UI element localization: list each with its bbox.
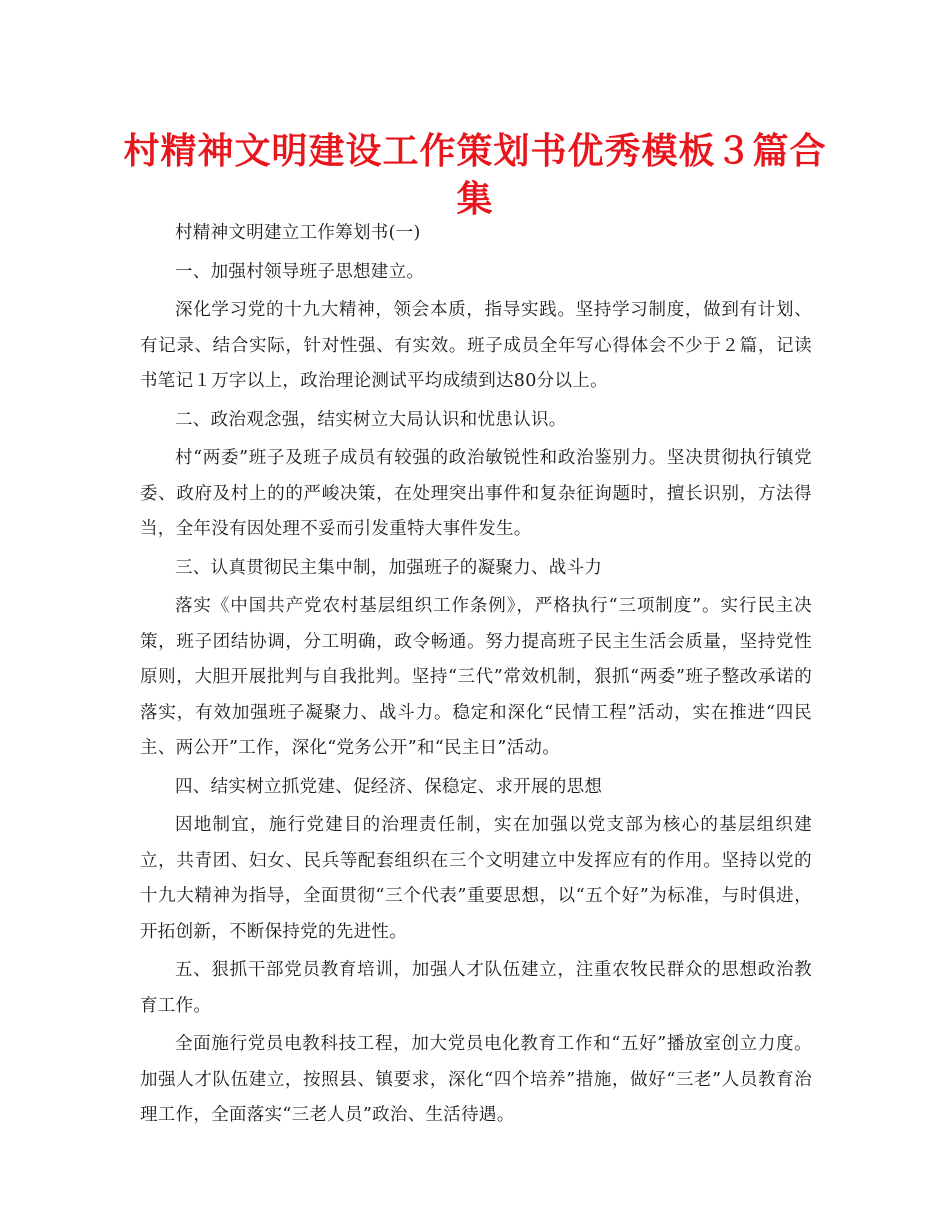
section-heading-2: 二、政治观念强，结实树立大局认识和忧患认识。 xyxy=(175,409,567,430)
section-heading-1: 一、加强村领导班子思想建立。 xyxy=(175,261,425,282)
paragraph-4: 因地制宜，施行党建目的治理责任制，实在加强以党支部为核心的基层组织建立，共青团、妇女、民兵等配套组织在三个文明建立中发挥应有的作用。坚持以党的十九大精神为指导，全面贯彻“三个代表”重要思想，以“五个好”为标准，与时俱进，开拓创新，不断保持党的先进性。 xyxy=(140,815,812,942)
section-heading-3: 三、认真贯彻民主集中制，加强班子的凝聚力、战斗力 xyxy=(175,557,603,578)
paragraph-2: 村“两委”班子及班子成员有较强的政治敏锐性和政治鉴别力。坚决贯彻执行镇党委、政府及村上的的严峻决策，在处理突出事件和复杂征询题时，擅长识别，方法得当，全年没有因处理不妥而引发重特大事件发生。 xyxy=(140,448,812,539)
paragraph-3: 落实《中国共产党农村基层组织工作条例》，严格执行“三项制度”。实行民主决策，班子团结协调，分工明确，政令畅通。努力提高班子民主生活会质量，坚持党性原则，大胆开展批判与自我批判。坚持“三代”常效机制，狠抓“两委”班子整改承诺的落实，有效加强班子凝聚力、战斗力。稳定和深化“民情工程”活动，实在推进“四民主、两公开”工作，深化“党务公开”和“民主日”活动。 xyxy=(140,596,812,758)
paragraph-5: 全面施行党员电教科技工程，加大党员电化教育工作和“五好”播放室创立力度。加强人才队伍建立，按照县、镇要求，深化“四个培养”措施，做好“三老”人员教育治理工作，全面落实“三老人员”政治、生活待遇。 xyxy=(140,1034,812,1125)
section-heading-5: 五、狠抓干部党员教育培训，加强人才队伍建立，注重农牧民群众的思想政治教育工作。 xyxy=(140,960,812,1016)
paragraph-1: 深化学习党的十九大精神，领会本质，指导实践。坚持学习制度，做到有计划、有记录、结合实际，针对性强、有实效。班子成员全年写心得体会不少于２篇，记读书笔记１万字以上，政治理论测试平均成绩到达80分以上。 xyxy=(140,300,812,391)
document-body xyxy=(140,216,812,1137)
section-heading-4: 四、结实树立抓党建、促经济、保稳定、求开展的思想 xyxy=(175,776,603,797)
section-subtitle: 村精神文明建立工作筹划书(一) xyxy=(175,223,421,243)
document-title: 村精神文明建设工作策划书优秀模板３篇合集 xyxy=(123,131,827,220)
